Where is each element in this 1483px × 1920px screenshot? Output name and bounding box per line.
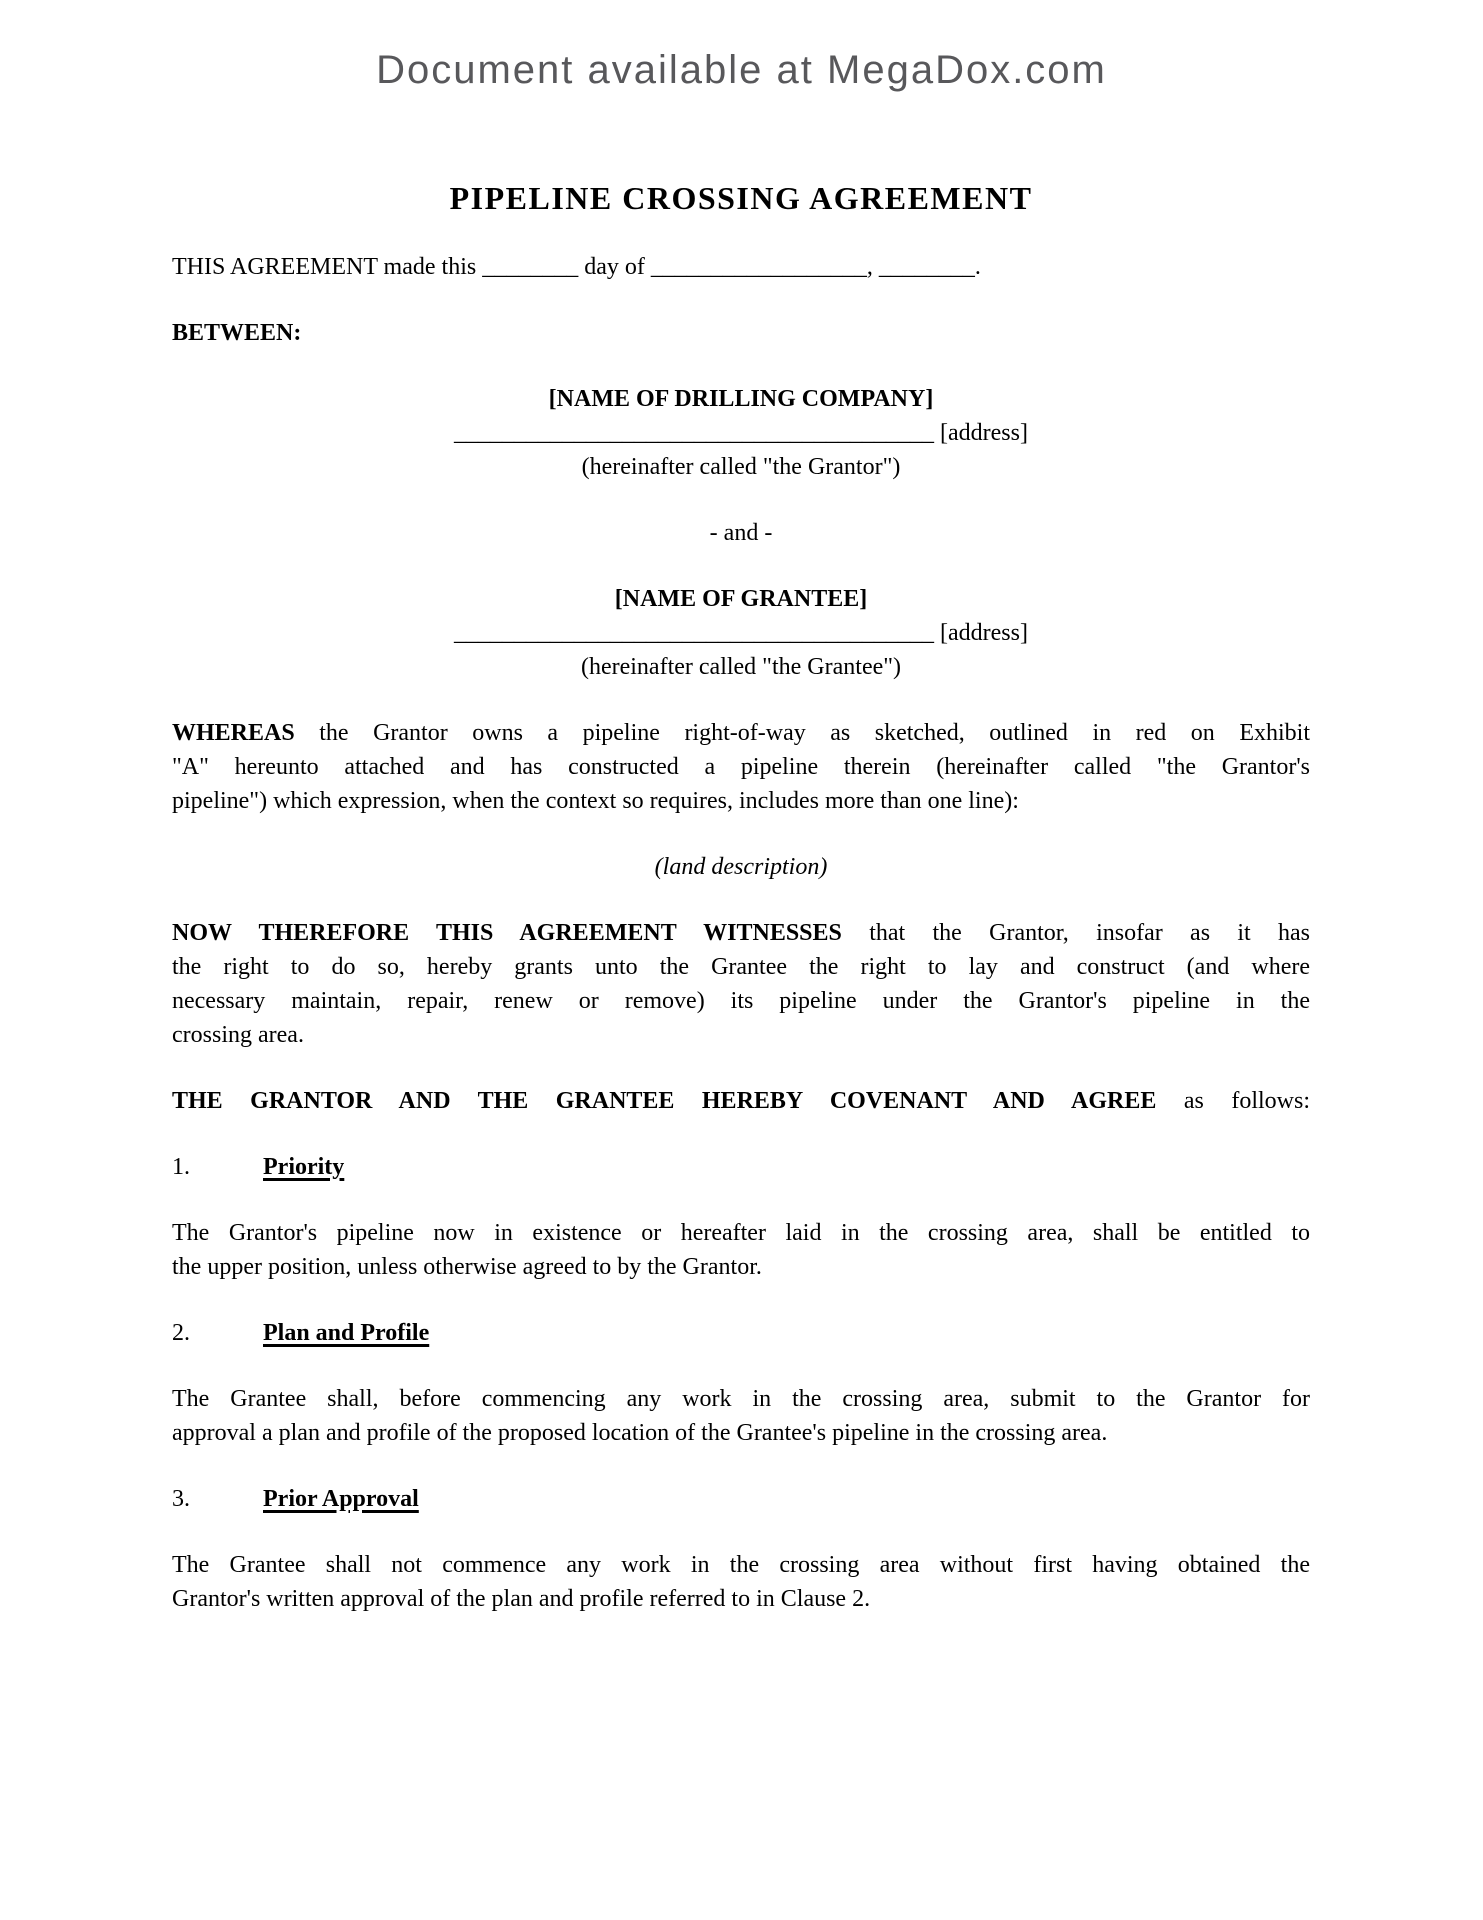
text-line: pipeline") which expression, when the context so requires, includes more than one line):: [172, 788, 1019, 814]
clause-1-heading: [172, 1150, 1310, 1184]
clause-title: Prior Approval: [263, 1486, 419, 1512]
clause-2-heading: [172, 1316, 1310, 1350]
land-description: (land description): [654, 854, 828, 880]
now-therefore-lead: NOW THEREFORE THIS AGREEMENT WITNESSES: [172, 920, 842, 946]
text-line: [172, 1084, 1310, 1118]
text-line: crossing area.: [172, 1022, 304, 1048]
whereas-paragraph: [172, 716, 1310, 818]
clause-1-body: [172, 1216, 1310, 1284]
party-grantee-block: [172, 582, 1310, 684]
grantor-address-line: [172, 416, 1310, 450]
grantor-address-label: [address]: [940, 420, 1028, 446]
grantee-alias: (hereinafter called "the Grantee"): [580, 654, 902, 680]
grantor-alias: (hereinafter called "the Grantor"): [581, 454, 901, 480]
text-line: necessary maintain, repair, renew or remove) its pipeline under the Grantor's pipeline in the: [172, 988, 1310, 1014]
text-line: "A" hereunto attached and has constructed a pipeline therein (hereinafter called "the Grantor's: [172, 754, 1310, 780]
clause-title: Plan and Profile: [263, 1320, 430, 1346]
text-line: [172, 916, 1310, 950]
now-therefore-paragraph: [172, 916, 1310, 1052]
page-title: PIPELINE CROSSING AGREEMENT: [449, 180, 1033, 216]
clause-3-body: [172, 1548, 1310, 1616]
document-content: [0, 178, 1483, 1616]
text-line: [172, 716, 1310, 750]
text-line: the right to do so, hereby grants unto the Grantee the right to lay and construct (and where: [172, 954, 1310, 980]
text-run: the Grantor owns a pipeline right-of-way as sketched, outlined in red on Exhibit: [294, 720, 1310, 746]
grantee-address-line: [172, 616, 1310, 650]
text-line: Grantor's written approval of the plan and profile referred to in Clause 2.: [172, 1586, 871, 1612]
clause-number: 1.: [172, 1154, 190, 1180]
party-grantor-block: [172, 382, 1310, 484]
clause-number: 3.: [172, 1486, 190, 1512]
grantor-name: [NAME OF DRILLING COMPANY]: [548, 386, 934, 412]
text-line: The Grantee shall not commence any work in the crossing area without first having obtained the: [172, 1552, 1310, 1578]
clause-number: 2.: [172, 1320, 190, 1346]
between-label: BETWEEN:: [172, 320, 302, 346]
text-run: as follows:: [1156, 1088, 1310, 1114]
covenant-paragraph: [172, 1084, 1310, 1118]
clause-2-body: [172, 1382, 1310, 1450]
and-separator: - and -: [709, 520, 773, 546]
text-line: approval a plan and profile of the proposed location of the Grantee's pipeline in the crossing area.: [172, 1420, 1108, 1446]
clause-3-heading: [172, 1482, 1310, 1516]
watermark-header: Document available at MegaDox.com: [376, 48, 1107, 92]
clause-title: Priority: [263, 1154, 345, 1180]
intro-paragraph: THIS AGREEMENT made this ________ day of __________________, ________.: [172, 254, 981, 280]
text-line: The Grantee shall, before commencing any work in the crossing area, submit to the Grantor for: [172, 1386, 1310, 1412]
grantee-address-label: [address]: [940, 620, 1028, 646]
text-line: the upper position, unless otherwise agreed to by the Grantor.: [172, 1254, 762, 1280]
grantee-address-blank: ________________________________________: [454, 620, 935, 646]
whereas-lead: WHEREAS: [172, 720, 295, 746]
text-run: that the Grantor, insofar as it has: [841, 920, 1310, 946]
text-line: The Grantor's pipeline now in existence or hereafter laid in the crossing area, shall be entitled to: [172, 1220, 1310, 1246]
covenant-lead: THE GRANTOR AND THE GRANTEE HEREBY COVENANT AND AGREE: [172, 1088, 1157, 1114]
grantee-name: [NAME OF GRANTEE]: [614, 586, 868, 612]
grantor-address-blank: ________________________________________: [454, 420, 935, 446]
